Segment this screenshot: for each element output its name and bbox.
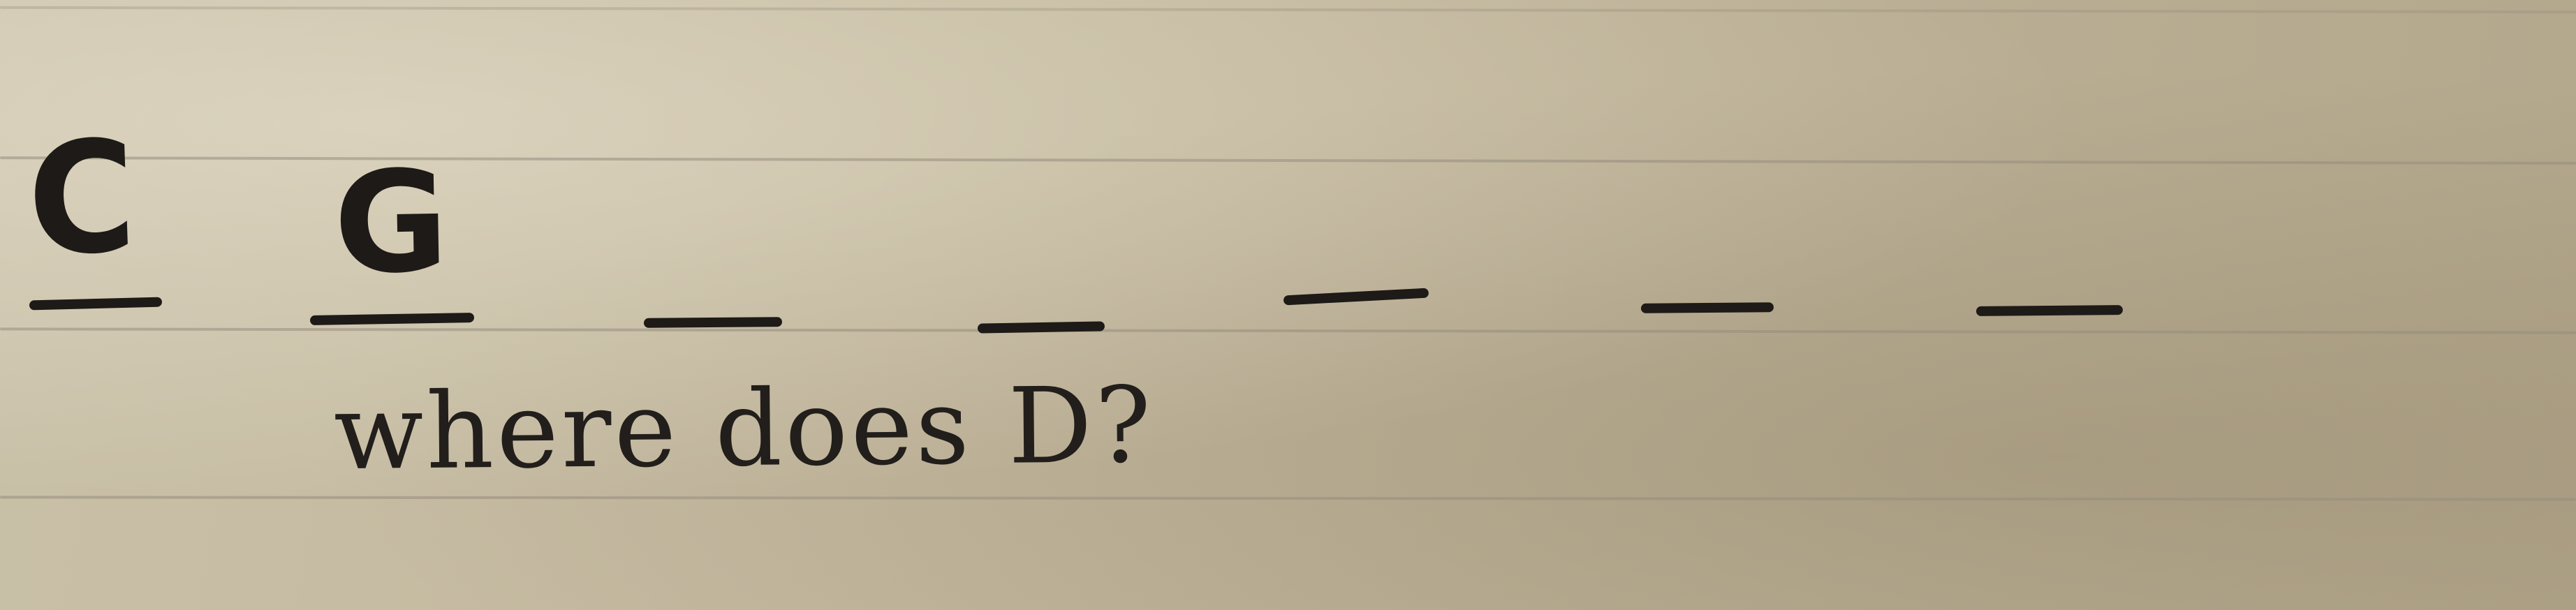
blank-line <box>310 313 474 325</box>
handwritten-note-c: C <box>24 107 139 290</box>
blank-line <box>1283 288 1429 306</box>
blank-line <box>29 297 162 311</box>
ruled-line <box>0 6 2576 13</box>
blank-line <box>644 317 782 328</box>
blank-line <box>1641 302 1774 313</box>
ruled-line <box>0 496 2576 500</box>
handwritten-question: where does D? <box>333 364 1155 494</box>
blank-line <box>1976 305 2123 316</box>
handwritten-note-g: G <box>332 140 450 306</box>
ruled-line <box>0 327 2576 334</box>
